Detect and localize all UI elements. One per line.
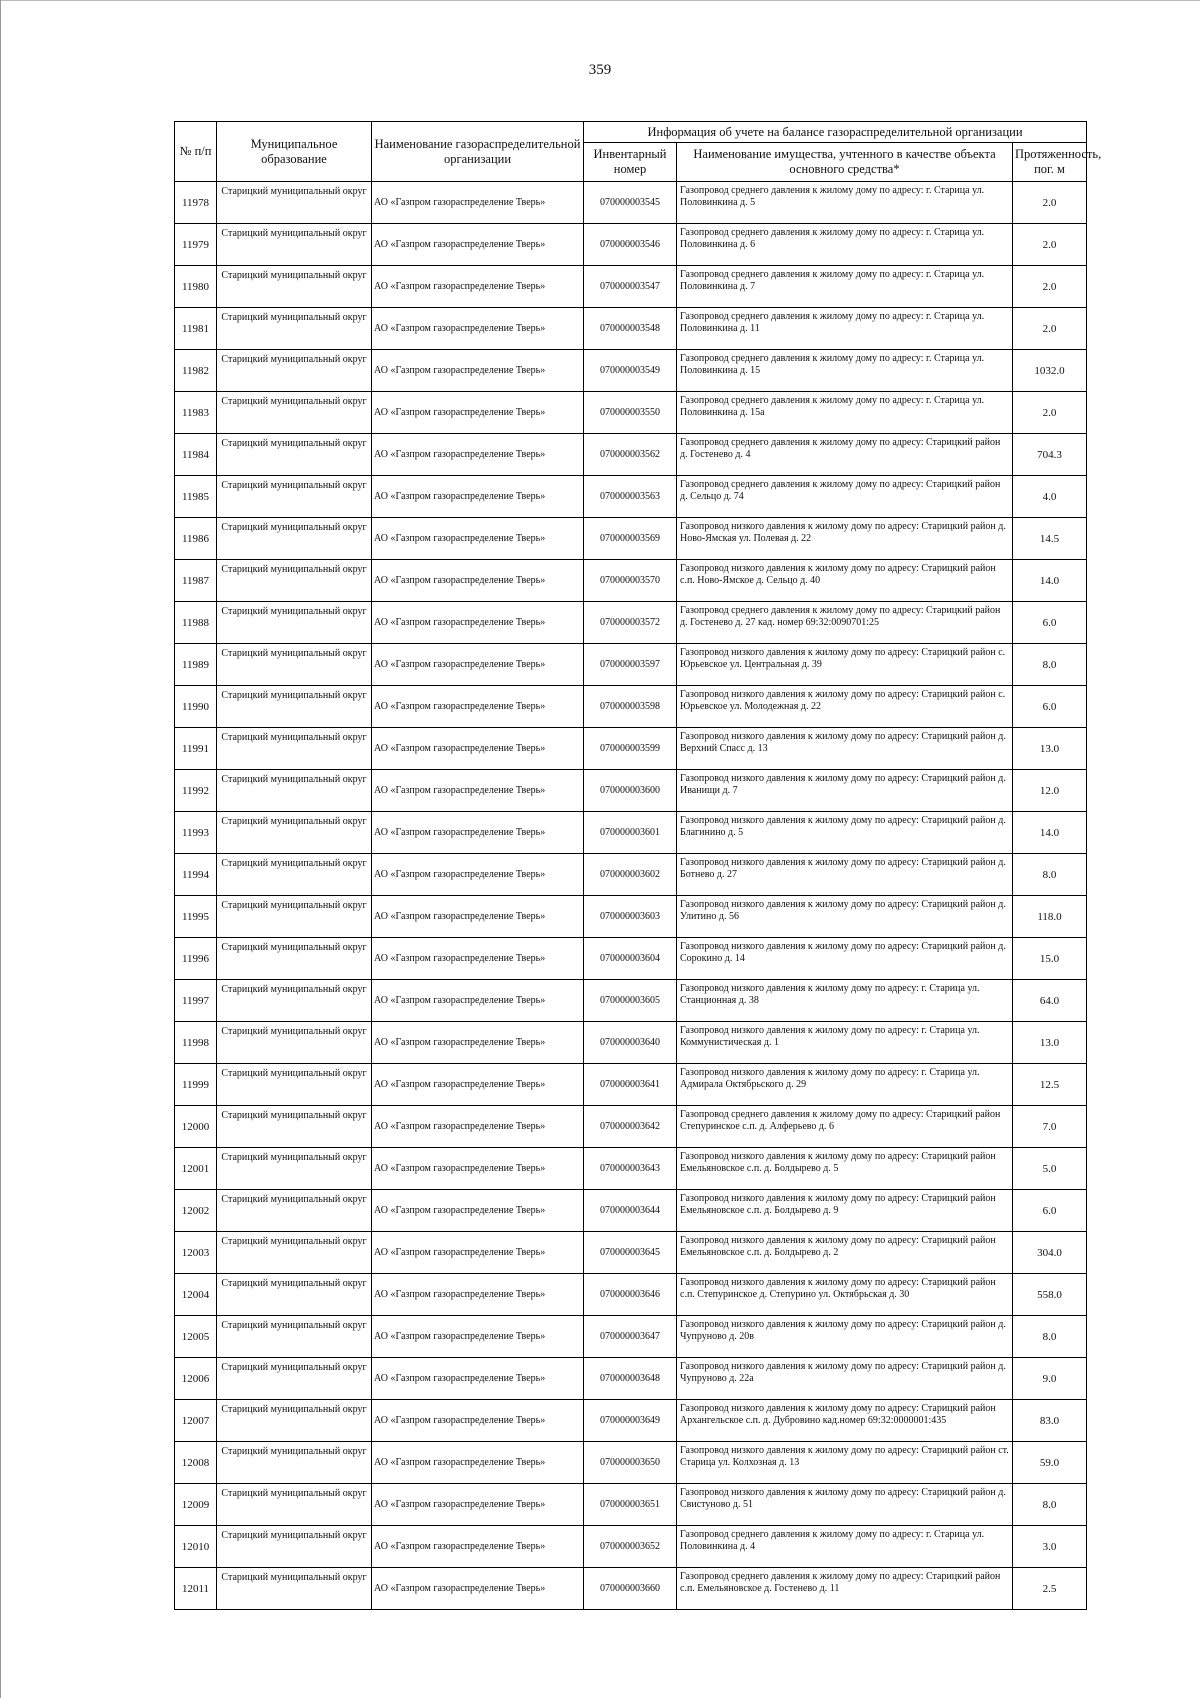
length-cell: 83.0	[1013, 1400, 1087, 1442]
asset-name-cell: Газопровод низкого давления к жилому дому по адресу: Старицкий район д. Ботнево д. 27	[677, 854, 1013, 896]
municipality-cell: Старицкий муниципальный округ	[217, 1358, 372, 1400]
inventory-number-cell: 070000003546	[584, 224, 677, 266]
table-row	[175, 1442, 1087, 1484]
table-row	[175, 728, 1087, 770]
organization-cell: АО «Газпром газораспределение Тверь»	[372, 1316, 584, 1358]
table-row	[175, 854, 1087, 896]
row-number: 11994	[175, 854, 217, 896]
row-number: 12006	[175, 1358, 217, 1400]
row-number: 11982	[175, 350, 217, 392]
row-number: 11983	[175, 392, 217, 434]
municipality-cell: Старицкий муниципальный округ	[217, 770, 372, 812]
municipality-cell: Старицкий муниципальный округ	[217, 392, 372, 434]
length-cell: 14.0	[1013, 560, 1087, 602]
municipality-cell: Старицкий муниципальный округ	[217, 1190, 372, 1232]
length-cell: 12.0	[1013, 770, 1087, 812]
row-number: 12000	[175, 1106, 217, 1148]
municipality-cell: Старицкий муниципальный округ	[217, 980, 372, 1022]
asset-name-cell: Газопровод среднего давления к жилому дому по адресу: Старицкий район д. Гостенево д. 27 кад. номер 69:32:0090701:25	[677, 602, 1013, 644]
organization-cell: АО «Газпром газораспределение Тверь»	[372, 1484, 584, 1526]
asset-name-cell: Газопровод среднего давления к жилому дому по адресу: Старицкий район с.п. Емельяновское д. Гостенево д. 11	[677, 1568, 1013, 1610]
length-cell: 2.0	[1013, 182, 1087, 224]
municipality-cell: Старицкий муниципальный округ	[217, 1442, 372, 1484]
asset-name-cell: Газопровод среднего давления к жилому дому по адресу: г. Старица ул. Половинкина д. 15	[677, 350, 1013, 392]
table-row	[175, 1190, 1087, 1232]
length-cell: 704.3	[1013, 434, 1087, 476]
organization-cell: АО «Газпром газораспределение Тверь»	[372, 1568, 584, 1610]
row-number: 11984	[175, 434, 217, 476]
row-number: 12002	[175, 1190, 217, 1232]
inventory-number-cell: 070000003598	[584, 686, 677, 728]
scan-edge-top	[0, 0, 1200, 1]
asset-name-cell: Газопровод среднего давления к жилому дому по адресу: Старицкий район д. Гостенево д. 4	[677, 434, 1013, 476]
inventory-number-cell: 070000003562	[584, 434, 677, 476]
length-cell: 2.0	[1013, 308, 1087, 350]
organization-cell: АО «Газпром газораспределение Тверь»	[372, 896, 584, 938]
municipality-cell: Старицкий муниципальный округ	[217, 1484, 372, 1526]
row-number: 11995	[175, 896, 217, 938]
inventory-number-cell: 070000003599	[584, 728, 677, 770]
table-row	[175, 1358, 1087, 1400]
table-row	[175, 602, 1087, 644]
table-row	[175, 1400, 1087, 1442]
length-cell: 1032.0	[1013, 350, 1087, 392]
inventory-number-cell: 070000003600	[584, 770, 677, 812]
asset-name-cell: Газопровод низкого давления к жилому дому по адресу: г. Старица ул. Станционная д. 38	[677, 980, 1013, 1022]
inventory-number-cell: 070000003547	[584, 266, 677, 308]
row-number: 12003	[175, 1232, 217, 1274]
organization-cell: АО «Газпром газораспределение Тверь»	[372, 728, 584, 770]
asset-name-cell: Газопровод низкого давления к жилому дому по адресу: Старицкий район Емельяновское с.п. д. Болдырево д. 2	[677, 1232, 1013, 1274]
inventory-number-cell: 070000003563	[584, 476, 677, 518]
municipality-cell: Старицкий муниципальный округ	[217, 266, 372, 308]
table-row	[175, 980, 1087, 1022]
length-cell: 8.0	[1013, 1316, 1087, 1358]
row-number: 11985	[175, 476, 217, 518]
length-cell: 64.0	[1013, 980, 1087, 1022]
asset-name-cell: Газопровод низкого давления к жилому дому по адресу: Старицкий район с.п. Ново-Ямское д. Сельцо д. 40	[677, 560, 1013, 602]
length-cell: 14.0	[1013, 812, 1087, 854]
organization-cell: АО «Газпром газораспределение Тверь»	[372, 938, 584, 980]
municipality-cell: Старицкий муниципальный округ	[217, 308, 372, 350]
municipality-cell: Старицкий муниципальный округ	[217, 350, 372, 392]
organization-cell: АО «Газпром газораспределение Тверь»	[372, 686, 584, 728]
inventory-number-cell: 070000003602	[584, 854, 677, 896]
table-row	[175, 1484, 1087, 1526]
municipality-cell: Старицкий муниципальный округ	[217, 1232, 372, 1274]
municipality-cell: Старицкий муниципальный округ	[217, 686, 372, 728]
municipality-cell: Старицкий муниципальный округ	[217, 938, 372, 980]
table-header	[175, 122, 1102, 182]
inventory-number-cell: 070000003651	[584, 1484, 677, 1526]
asset-name-cell: Газопровод низкого давления к жилому дому по адресу: Старицкий район Емельяновское с.п. д. Болдырево д. 9	[677, 1190, 1013, 1232]
table-row	[175, 476, 1087, 518]
organization-cell: АО «Газпром газораспределение Тверь»	[372, 980, 584, 1022]
table-row	[175, 1106, 1087, 1148]
length-cell: 2.0	[1013, 224, 1087, 266]
inventory-number-cell: 070000003646	[584, 1274, 677, 1316]
table-row	[175, 1316, 1087, 1358]
table-row	[175, 1148, 1087, 1190]
table-row	[175, 770, 1087, 812]
organization-cell: АО «Газпром газораспределение Тверь»	[372, 602, 584, 644]
organization-cell: АО «Газпром газораспределение Тверь»	[372, 1148, 584, 1190]
inventory-number-cell: 070000003550	[584, 392, 677, 434]
inventory-number-cell: 070000003652	[584, 1526, 677, 1568]
organization-cell: АО «Газпром газораспределение Тверь»	[372, 476, 584, 518]
inventory-number-cell: 070000003649	[584, 1400, 677, 1442]
municipality-cell: Старицкий муниципальный округ	[217, 1568, 372, 1610]
row-number: 11997	[175, 980, 217, 1022]
asset-name-cell: Газопровод низкого давления к жилому дому по адресу: Старицкий район Емельяновское с.п. д. Болдырево д. 5	[677, 1148, 1013, 1190]
municipality-cell: Старицкий муниципальный округ	[217, 602, 372, 644]
row-number: 11999	[175, 1064, 217, 1106]
page-number: 359	[588, 62, 612, 78]
asset-name-cell: Газопровод низкого давления к жилому дому по адресу: Старицкий район д. Улитино д. 56	[677, 896, 1013, 938]
municipality-cell: Старицкий муниципальный округ	[217, 1274, 372, 1316]
municipality-cell: Старицкий муниципальный округ	[217, 1148, 372, 1190]
organization-cell: АО «Газпром газораспределение Тверь»	[372, 266, 584, 308]
municipality-cell: Старицкий муниципальный округ	[217, 476, 372, 518]
length-cell: 2.0	[1013, 266, 1087, 308]
inventory-number-cell: 070000003644	[584, 1190, 677, 1232]
asset-name-cell: Газопровод среднего давления к жилому дому по адресу: г. Старица ул. Половинкина д. 6	[677, 224, 1013, 266]
table-row	[175, 938, 1087, 980]
table-row	[175, 1526, 1087, 1568]
asset-name-cell: Газопровод среднего давления к жилому дому по адресу: г. Старица ул. Половинкина д. 5	[677, 182, 1013, 224]
asset-name-cell: Газопровод низкого давления к жилому дому по адресу: Старицкий район с. Юрьевское ул. Молодежная д. 22	[677, 686, 1013, 728]
inventory-number-cell: 070000003604	[584, 938, 677, 980]
organization-cell: АО «Газпром газораспределение Тверь»	[372, 1442, 584, 1484]
inventory-number-cell: 070000003650	[584, 1442, 677, 1484]
row-number: 12009	[175, 1484, 217, 1526]
asset-name-cell: Газопровод среднего давления к жилому дому по адресу: г. Старица ул. Половинкина д. 11	[677, 308, 1013, 350]
row-number: 12008	[175, 1442, 217, 1484]
inventory-number-cell: 070000003647	[584, 1316, 677, 1358]
municipality-cell: Старицкий муниципальный округ	[217, 728, 372, 770]
row-number: 11987	[175, 560, 217, 602]
asset-name-cell: Газопровод среднего давления к жилому дому по адресу: г. Старица ул. Половинкина д. 15а	[677, 392, 1013, 434]
municipality-cell: Старицкий муниципальный округ	[217, 560, 372, 602]
length-cell: 13.0	[1013, 728, 1087, 770]
inventory-number-cell: 070000003605	[584, 980, 677, 1022]
row-number: 11990	[175, 686, 217, 728]
length-cell: 6.0	[1013, 1190, 1087, 1232]
row-number: 11978	[175, 182, 217, 224]
row-number: 11991	[175, 728, 217, 770]
length-cell: 3.0	[1013, 1526, 1087, 1568]
inventory-number-cell: 070000003660	[584, 1568, 677, 1610]
row-number: 12001	[175, 1148, 217, 1190]
asset-name-cell: Газопровод низкого давления к жилому дому по адресу: Старицкий район д. Верхний Спасс д. 13	[677, 728, 1013, 770]
length-cell: 8.0	[1013, 1484, 1087, 1526]
length-cell: 558.0	[1013, 1274, 1087, 1316]
organization-cell: АО «Газпром газораспределение Тверь»	[372, 182, 584, 224]
row-number: 11996	[175, 938, 217, 980]
municipality-cell: Старицкий муниципальный округ	[217, 224, 372, 266]
row-number: 11993	[175, 812, 217, 854]
length-cell: 15.0	[1013, 938, 1087, 980]
length-cell: 13.0	[1013, 1022, 1087, 1064]
inventory-number-cell: 070000003597	[584, 644, 677, 686]
inventory-number-cell: 070000003643	[584, 1148, 677, 1190]
row-number: 11980	[175, 266, 217, 308]
asset-name-cell: Газопровод среднего давления к жилому дому по адресу: г. Старица ул. Половинкина д. 4	[677, 1526, 1013, 1568]
asset-name-cell: Газопровод низкого давления к жилому дому по адресу: г. Старица ул. Адмирала Октябрьского д. 29	[677, 1064, 1013, 1106]
length-cell: 2.0	[1013, 392, 1087, 434]
table-row	[175, 1022, 1087, 1064]
municipality-cell: Старицкий муниципальный округ	[217, 1022, 372, 1064]
length-cell: 2.5	[1013, 1568, 1087, 1610]
length-cell: 12.5	[1013, 1064, 1087, 1106]
organization-cell: АО «Газпром газораспределение Тверь»	[372, 1022, 584, 1064]
length-cell: 9.0	[1013, 1358, 1087, 1400]
asset-name-cell: Газопровод среднего давления к жилому дому по адресу: Старицкий район Степуринское с.п. д. Алферьево д. 6	[677, 1106, 1013, 1148]
asset-name-cell: Газопровод низкого давления к жилому дому по адресу: Старицкий район д. Чупруново д. 22а	[677, 1358, 1013, 1400]
table-row	[175, 308, 1087, 350]
asset-name-cell: Газопровод низкого давления к жилому дому по адресу: Старицкий район д. Сорокино д. 14	[677, 938, 1013, 980]
inventory-number-cell: 070000003549	[584, 350, 677, 392]
registry-table	[174, 121, 1102, 1610]
municipality-cell: Старицкий муниципальный округ	[217, 896, 372, 938]
row-number: 12010	[175, 1526, 217, 1568]
table-row	[175, 644, 1087, 686]
municipality-cell: Старицкий муниципальный округ	[217, 644, 372, 686]
organization-cell: АО «Газпром газораспределение Тверь»	[372, 1400, 584, 1442]
asset-name-cell: Газопровод низкого давления к жилому дому по адресу: Старицкий район д. Иванищи д. 7	[677, 770, 1013, 812]
row-number: 12011	[175, 1568, 217, 1610]
table-row	[175, 1064, 1087, 1106]
asset-name-cell: Газопровод низкого давления к жилому дому по адресу: Старицкий район д. Чупруново д. 20в	[677, 1316, 1013, 1358]
inventory-number-cell: 070000003569	[584, 518, 677, 560]
table-row	[175, 1274, 1087, 1316]
inventory-number-cell: 070000003603	[584, 896, 677, 938]
inventory-number-cell: 070000003572	[584, 602, 677, 644]
asset-name-cell: Газопровод низкого давления к жилому дому по адресу: Старицкий район Архангельское с.п. д. Дубровино кад.номер 69:32:0000001:435	[677, 1400, 1013, 1442]
organization-cell: АО «Газпром газораспределение Тверь»	[372, 1064, 584, 1106]
length-cell: 304.0	[1013, 1232, 1087, 1274]
municipality-cell: Старицкий муниципальный округ	[217, 1526, 372, 1568]
table-row	[175, 182, 1087, 224]
inventory-number-cell: 070000003548	[584, 308, 677, 350]
municipality-cell: Старицкий муниципальный округ	[217, 518, 372, 560]
asset-name-cell: Газопровод среднего давления к жилому дому по адресу: Старицкий район д. Сельцо д. 74	[677, 476, 1013, 518]
row-number: 12007	[175, 1400, 217, 1442]
inventory-number-cell: 070000003601	[584, 812, 677, 854]
inventory-number-cell: 070000003641	[584, 1064, 677, 1106]
municipality-cell: Старицкий муниципальный округ	[217, 854, 372, 896]
row-number: 12004	[175, 1274, 217, 1316]
header-municipality: Муниципальное образование	[217, 122, 372, 182]
municipality-cell: Старицкий муниципальный округ	[217, 1400, 372, 1442]
header-length: Протяженность, пог. м	[1013, 143, 1087, 182]
asset-name-cell: Газопровод низкого давления к жилому дому по адресу: Старицкий район д. Ново-Ямская ул. Полевая д. 22	[677, 518, 1013, 560]
organization-cell: АО «Газпром газораспределение Тверь»	[372, 350, 584, 392]
table-row	[175, 392, 1087, 434]
length-cell: 4.0	[1013, 476, 1087, 518]
table-row	[175, 560, 1087, 602]
asset-name-cell: Газопровод низкого давления к жилому дому по адресу: Старицкий район с.п. Степуринское д. Степурино ул. Октябрьская д. 30	[677, 1274, 1013, 1316]
inventory-number-cell: 070000003642	[584, 1106, 677, 1148]
organization-cell: АО «Газпром газораспределение Тверь»	[372, 308, 584, 350]
asset-name-cell: Газопровод низкого давления к жилому дому по адресу: Старицкий район д. Благинино д. 5	[677, 812, 1013, 854]
length-cell: 6.0	[1013, 602, 1087, 644]
organization-cell: АО «Газпром газораспределение Тверь»	[372, 1526, 584, 1568]
header-balance-group: Информация об учете на балансе газораспределительной организации	[584, 122, 1087, 143]
table-row	[175, 812, 1087, 854]
organization-cell: АО «Газпром газораспределение Тверь»	[372, 1358, 584, 1400]
header-num: № п/п	[175, 122, 217, 182]
municipality-cell: Старицкий муниципальный округ	[217, 1064, 372, 1106]
table-row	[175, 518, 1087, 560]
length-cell: 7.0	[1013, 1106, 1087, 1148]
asset-name-cell: Газопровод низкого давления к жилому дому по адресу: г. Старица ул. Коммунистическая д. 1	[677, 1022, 1013, 1064]
table-row	[175, 686, 1087, 728]
inventory-number-cell: 070000003545	[584, 182, 677, 224]
row-number: 11992	[175, 770, 217, 812]
municipality-cell: Старицкий муниципальный округ	[217, 434, 372, 476]
header-asset: Наименование имущества, учтенного в качестве объекта основного средства*	[677, 143, 1013, 182]
organization-cell: АО «Газпром газораспределение Тверь»	[372, 854, 584, 896]
table-row	[175, 896, 1087, 938]
inventory-number-cell: 070000003648	[584, 1358, 677, 1400]
organization-cell: АО «Газпром газораспределение Тверь»	[372, 560, 584, 602]
length-cell: 118.0	[1013, 896, 1087, 938]
organization-cell: АО «Газпром газораспределение Тверь»	[372, 1274, 584, 1316]
length-cell: 8.0	[1013, 644, 1087, 686]
length-cell: 14.5	[1013, 518, 1087, 560]
row-number: 11986	[175, 518, 217, 560]
organization-cell: АО «Газпром газораспределение Тверь»	[372, 812, 584, 854]
header-organization: Наименование газораспределительной организации	[372, 122, 584, 182]
inventory-number-cell: 070000003645	[584, 1232, 677, 1274]
municipality-cell: Старицкий муниципальный округ	[217, 812, 372, 854]
table-row	[175, 434, 1087, 476]
length-cell: 6.0	[1013, 686, 1087, 728]
table-row	[175, 350, 1087, 392]
row-number: 11979	[175, 224, 217, 266]
row-number: 12005	[175, 1316, 217, 1358]
header-inventory: Инвентарный номер	[584, 143, 677, 182]
asset-name-cell: Газопровод низкого давления к жилому дому по адресу: Старицкий район с. Юрьевское ул. Центральная д. 39	[677, 644, 1013, 686]
organization-cell: АО «Газпром газораспределение Тверь»	[372, 644, 584, 686]
organization-cell: АО «Газпром газораспределение Тверь»	[372, 1106, 584, 1148]
asset-name-cell: Газопровод низкого давления к жилому дому по адресу: Старицкий район ст. Старица ул. Колхозная д. 13	[677, 1442, 1013, 1484]
organization-cell: АО «Газпром газораспределение Тверь»	[372, 224, 584, 266]
row-number: 11981	[175, 308, 217, 350]
organization-cell: АО «Газпром газораспределение Тверь»	[372, 1190, 584, 1232]
organization-cell: АО «Газпром газораспределение Тверь»	[372, 518, 584, 560]
length-cell: 8.0	[1013, 854, 1087, 896]
municipality-cell: Старицкий муниципальный округ	[217, 182, 372, 224]
inventory-number-cell: 070000003640	[584, 1022, 677, 1064]
table-row	[175, 1232, 1087, 1274]
asset-name-cell: Газопровод среднего давления к жилому дому по адресу: г. Старица ул. Половинкина д. 7	[677, 266, 1013, 308]
table-row	[175, 266, 1087, 308]
length-cell: 59.0	[1013, 1442, 1087, 1484]
row-number: 11998	[175, 1022, 217, 1064]
inventory-number-cell: 070000003570	[584, 560, 677, 602]
municipality-cell: Старицкий муниципальный округ	[217, 1316, 372, 1358]
table-body	[175, 182, 1087, 1610]
organization-cell: АО «Газпром газораспределение Тверь»	[372, 392, 584, 434]
municipality-cell: Старицкий муниципальный округ	[217, 1106, 372, 1148]
table-row	[175, 224, 1087, 266]
row-number: 11988	[175, 602, 217, 644]
row-number: 11989	[175, 644, 217, 686]
length-cell: 5.0	[1013, 1148, 1087, 1190]
scan-edge-left	[0, 0, 1, 1698]
organization-cell: АО «Газпром газораспределение Тверь»	[372, 1232, 584, 1274]
organization-cell: АО «Газпром газораспределение Тверь»	[372, 770, 584, 812]
table-row	[175, 1568, 1087, 1610]
asset-name-cell: Газопровод низкого давления к жилому дому по адресу: Старицкий район д. Свистуново д. 51	[677, 1484, 1013, 1526]
organization-cell: АО «Газпром газораспределение Тверь»	[372, 434, 584, 476]
